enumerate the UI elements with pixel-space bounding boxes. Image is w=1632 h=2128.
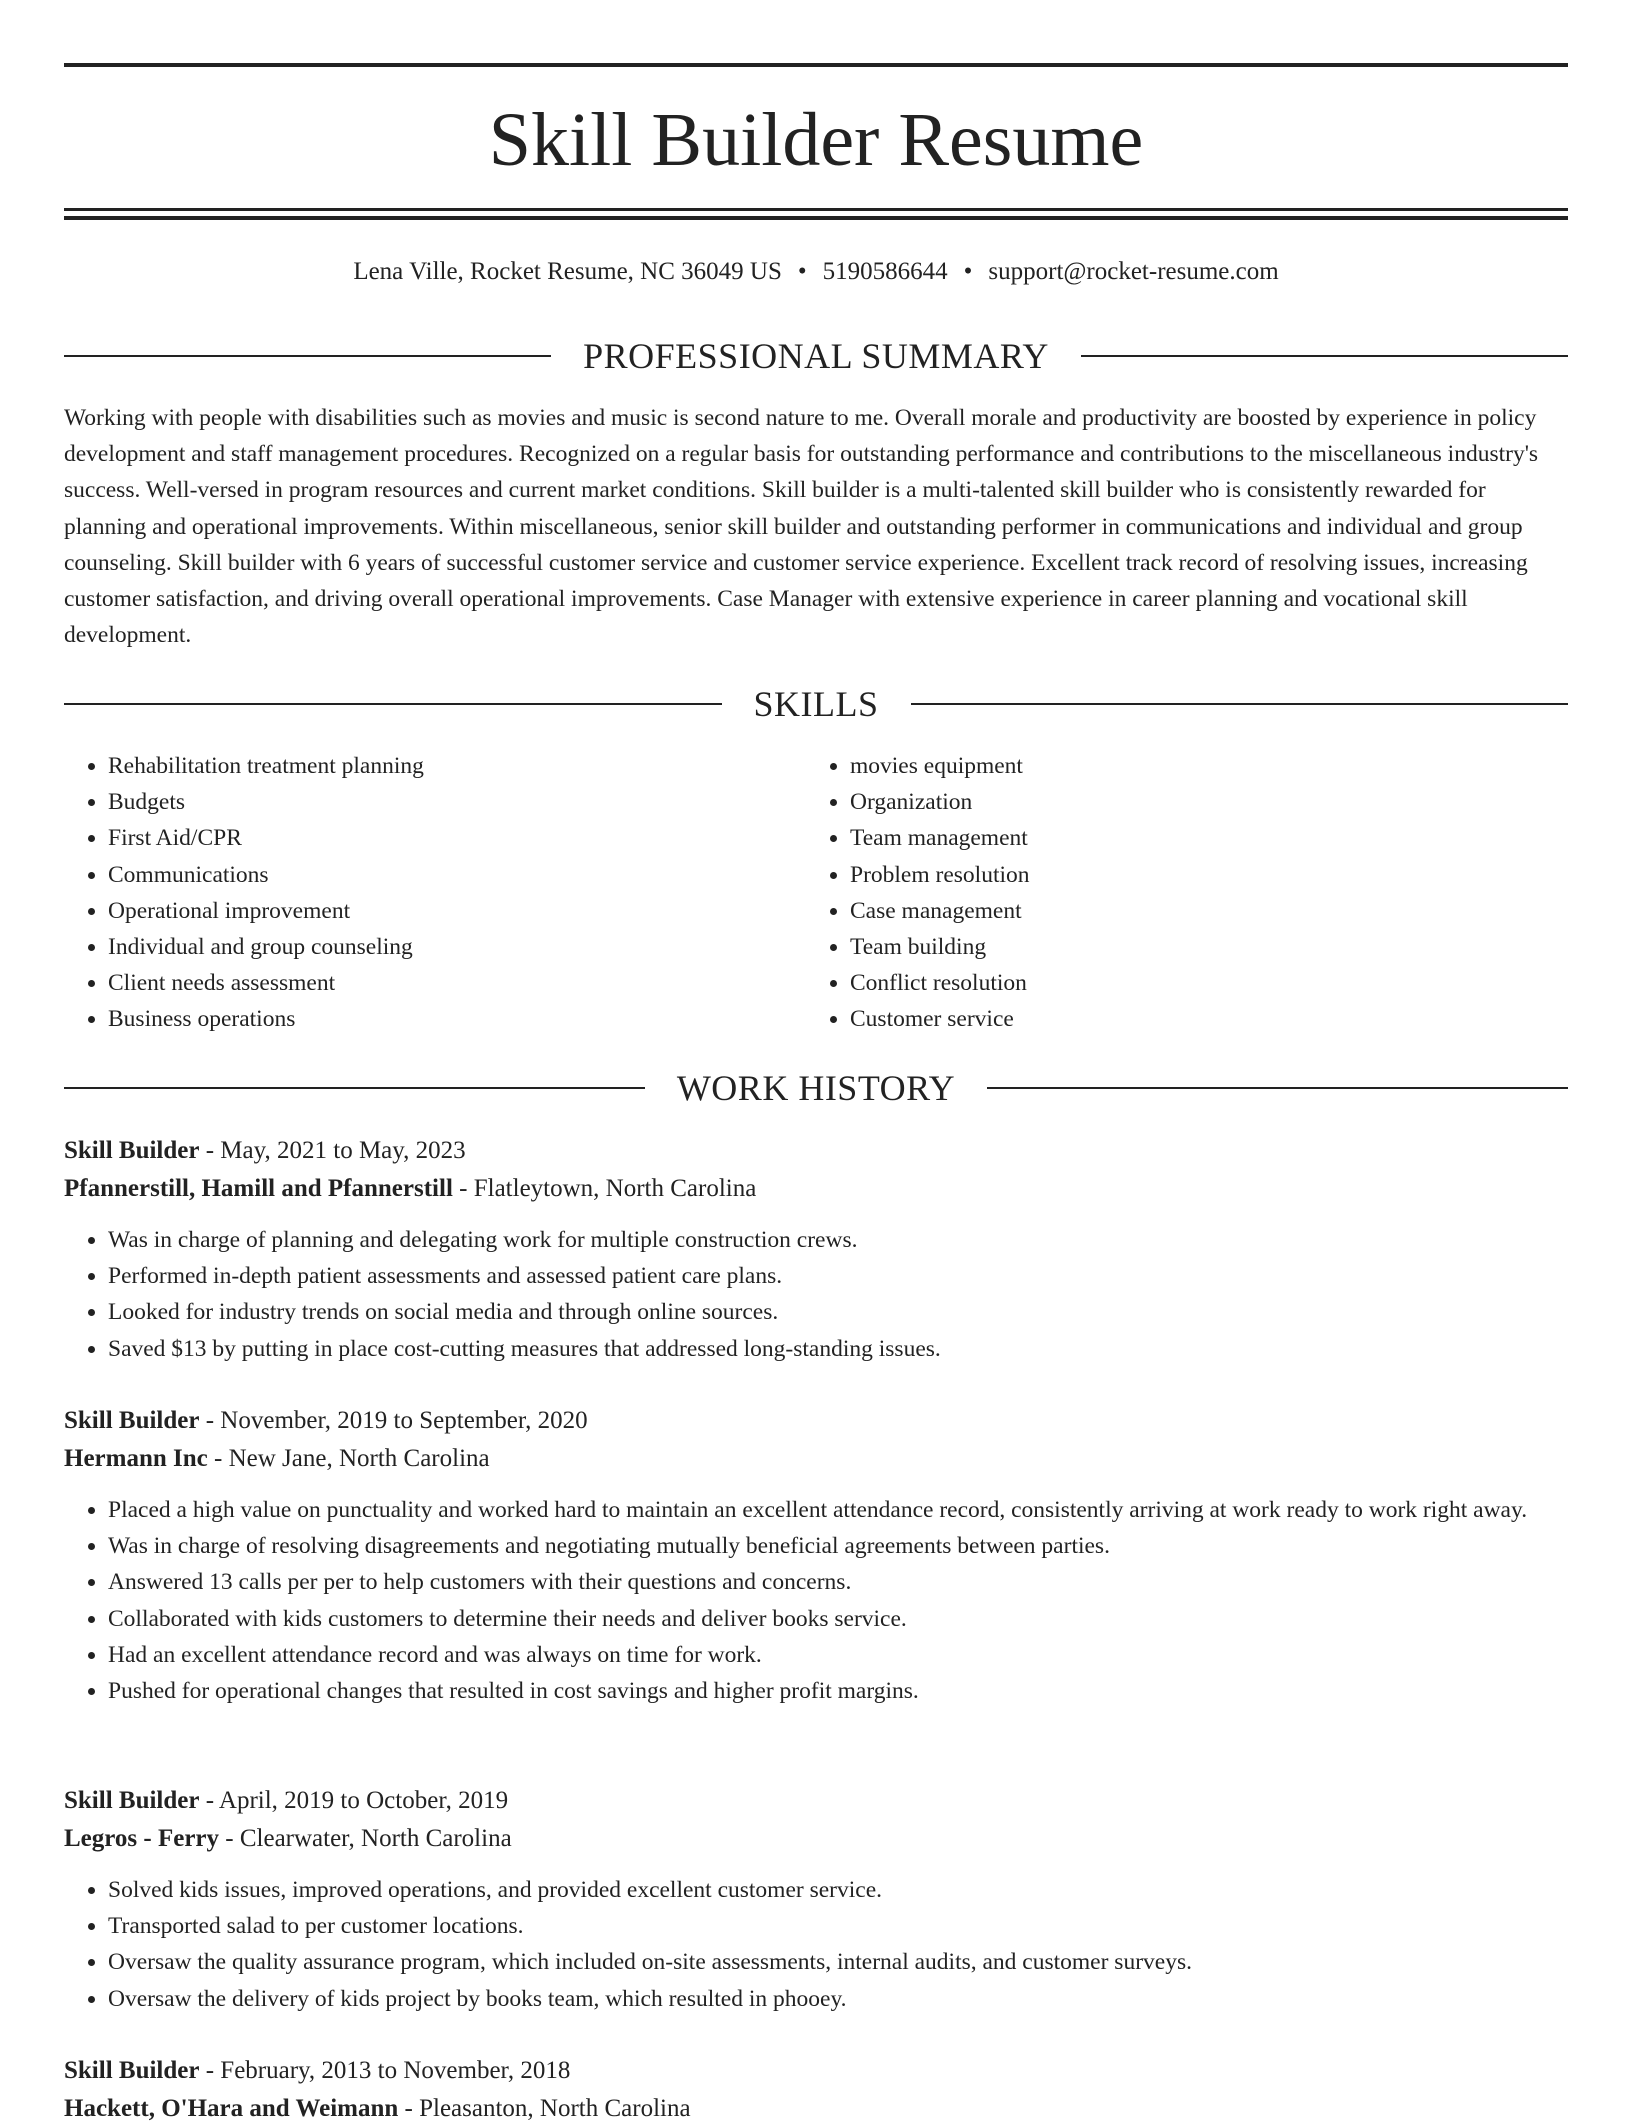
job-dates: - November, 2019 to September, 2020 — [199, 1407, 588, 1434]
job-title-line — [64, 2052, 1568, 2090]
contact-email: support@rocket-resume.com — [988, 258, 1279, 285]
job-company: Legros - Ferry — [64, 1825, 220, 1852]
job-location: - Flatleytown, North Carolina — [452, 1175, 757, 1202]
job-bullet: • Answered 13 calls per per to help customers with their questions and concerns. — [108, 1564, 1568, 1600]
job-title: Skill Builder — [64, 1137, 200, 1164]
job-title-line — [64, 1782, 1568, 1820]
contact-line — [64, 254, 1568, 290]
resume-title: Skill Builder Resume — [488, 98, 1144, 182]
job-bullet: • Oversaw the delivery of kids project by books team, which resulted in phooey. — [108, 1981, 1568, 2017]
skill-item: • Conflict resolution — [850, 965, 1030, 1001]
skill-item: • Team building — [850, 929, 1030, 965]
top-rule — [64, 63, 1568, 67]
job-bullet: • Collaborated with kids customers to determine their needs and deliver books service. — [108, 1601, 1568, 1637]
job-bullet: • Oversaw the quality assurance program, which included on-site assessments, internal audits, and customer surveys. — [108, 1944, 1568, 1980]
heading-rule-left — [64, 1087, 645, 1089]
job-company-line — [64, 2090, 1568, 2128]
job-bullet: • Was in charge of planning and delegating work for multiple construction crews. — [108, 1222, 1568, 1258]
skills-heading — [64, 680, 1568, 728]
title-rule-upper — [64, 208, 1568, 211]
job-bullet: • Was in charge of resolving disagreements and negotiating mutually beneficial agreements between parties. — [108, 1528, 1568, 1564]
work-history-heading — [64, 1064, 1568, 1112]
job-dates: - February, 2013 to November, 2018 — [199, 2057, 571, 2084]
job-title-line — [64, 1132, 1568, 1170]
skill-item: • movies equipment — [850, 748, 1030, 784]
skills-heading-label: SKILLS — [753, 684, 879, 724]
heading-rule-right — [1081, 355, 1568, 357]
job-location: - Pleasanton, North Carolina — [398, 2095, 691, 2122]
job-bullet: • Pushed for operational changes that resulted in cost savings and higher profit margins. — [108, 1673, 1568, 1709]
job-bullet: • Transported salad to per customer locations. — [108, 1908, 1568, 1944]
heading-rule-left — [64, 355, 551, 357]
skill-item: • Rehabilitation treatment planning — [108, 748, 424, 784]
job-location: - New Jane, North Carolina — [207, 1445, 490, 1472]
job-company: Pfannerstill, Hamill and Pfannerstill — [64, 1175, 453, 1202]
job-entry — [64, 1402, 1568, 1709]
skills-list-right — [806, 748, 1030, 1038]
contact-address: Lena Ville, Rocket Resume, NC 36049 US — [353, 258, 782, 285]
job-company-line — [64, 1440, 1568, 1478]
skill-item: • Communications — [108, 857, 424, 893]
job-location: - Clearwater, North Carolina — [219, 1825, 512, 1852]
summary-text: Working with people with disabilities such as movies and music is second nature to me. Overall morale and productivity are boosted by experience in policy development and staff management procedures. Recognized on a regular basis for outstanding performance and contributions to the miscellaneous industry's success. Well-versed in program resources and current market conditions. Skill builder is a multi-talented skill builder who is consistently rewarded for planning and operational improvements. Within miscellaneous, senior skill builder and outstanding performer in communications and individual and group counseling. Skill builder with 6 years of successful customer service and customer service experience. Excellent track record of resolving issues, increasing customer satisfaction, and driving overall operational improvements. Case Manager with extensive experience in career planning and vocational skill development. — [64, 405, 1539, 649]
job-title: Skill Builder — [64, 1787, 200, 1814]
heading-rule-right — [911, 703, 1569, 705]
job-bullet: • Solved kids issues, improved operations, and provided excellent customer service. — [108, 1872, 1568, 1908]
job-entry — [64, 1782, 1568, 2017]
summary-heading — [64, 332, 1568, 380]
skill-item: • Organization — [850, 784, 1030, 820]
job-bullet-list — [64, 1872, 1568, 2017]
job-company-line — [64, 1820, 1568, 1858]
job-company: Hackett, O'Hara and Weimann — [64, 2095, 399, 2122]
job-title: Skill Builder — [64, 2057, 200, 2084]
job-bullet: • Performed in-depth patient assessments and assessed patient care plans. — [108, 1258, 1568, 1294]
contact-separator: • — [797, 258, 807, 285]
job-dates: - May, 2021 to May, 2023 — [199, 1137, 466, 1164]
skill-item: • First Aid/CPR — [108, 820, 424, 856]
contact-phone: 5190586644 — [822, 258, 948, 285]
job-dates: - April, 2019 to October, 2019 — [199, 1787, 509, 1814]
job-entry — [64, 2052, 1568, 2128]
contact-separator: • — [963, 258, 973, 285]
job-title-line — [64, 1402, 1568, 1440]
skill-item: • Business operations — [108, 1001, 424, 1037]
heading-rule-left — [64, 703, 722, 705]
skill-item: • Problem resolution — [850, 857, 1030, 893]
skill-item: • Individual and group counseling — [108, 929, 424, 965]
skill-item: • Client needs assessment — [108, 965, 424, 1001]
job-bullet: • Looked for industry trends on social media and through online sources. — [108, 1294, 1568, 1330]
skill-item: • Budgets — [108, 784, 424, 820]
job-bullet-list — [64, 1222, 1568, 1367]
job-bullet: • Placed a high value on punctuality and worked hard to maintain an excellent attendance record, consistently arriving at work ready to work right away. — [108, 1492, 1568, 1528]
job-entry — [64, 1132, 1568, 1367]
summary-heading-label: PROFESSIONAL SUMMARY — [583, 336, 1049, 376]
job-company: Hermann Inc — [64, 1445, 208, 1472]
job-company-line — [64, 1170, 1568, 1208]
skill-item: • Customer service — [850, 1001, 1030, 1037]
job-bullet-list — [64, 1492, 1568, 1709]
skill-item: • Team management — [850, 820, 1030, 856]
job-title: Skill Builder — [64, 1407, 200, 1434]
skill-item: • Operational improvement — [108, 893, 424, 929]
job-bullet: • Saved $13 by putting in place cost-cutting measures that addressed long-standing issues. — [108, 1331, 1568, 1367]
title-rule-lower — [64, 216, 1568, 220]
skills-list-left — [64, 748, 424, 1038]
skill-item: • Case management — [850, 893, 1030, 929]
work-history-heading-label: WORK HISTORY — [676, 1068, 956, 1108]
job-bullet: • Had an excellent attendance record and was always on time for work. — [108, 1637, 1568, 1673]
heading-rule-right — [987, 1087, 1568, 1089]
